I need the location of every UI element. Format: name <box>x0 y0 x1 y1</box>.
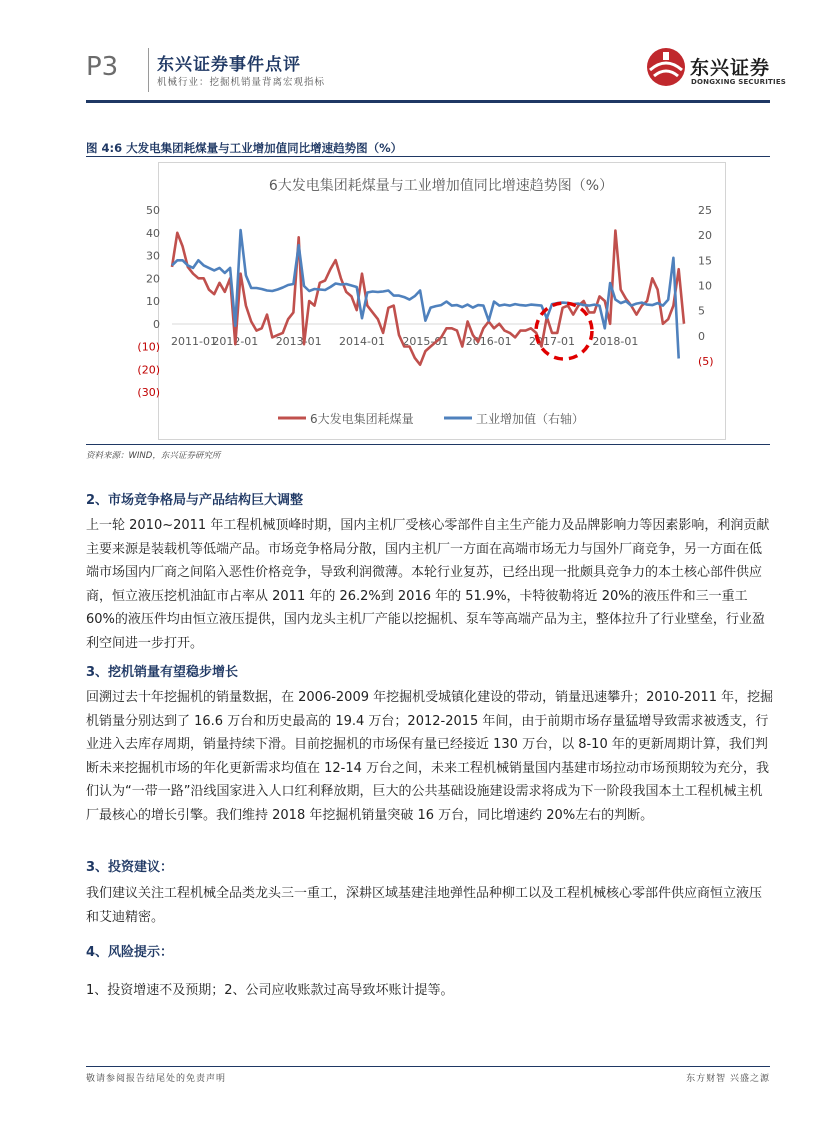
header-separator <box>148 48 149 92</box>
section-heading-3: 3、挖机销量有望稳步增长 <box>86 665 239 680</box>
section-paragraph-investment: 我们建议关注工程机械全品类龙头三一重工，深耕区域基建洼地弹性品种柳工以及工程机械核心零部件供应商恒立液压和艾迪精密。 <box>86 886 763 925</box>
section-heading-investment: 3、投资建议： <box>86 860 174 875</box>
x-tick-label: 2015-01 <box>402 335 449 348</box>
x-tick-label: 2017-01 <box>529 335 576 348</box>
report-subtitle: 机械行业：挖掘机销量背离宏观指标 <box>157 77 326 88</box>
footer-rule <box>86 1066 770 1067</box>
logo-text: 东兴证券 <box>690 57 771 79</box>
legend-label-industrial: 工业增加值（右轴） <box>476 412 585 426</box>
section-paragraph-3: 回溯过去十年挖掘机的销量数据，在 2006-2009 年挖掘机受城镇化建设的带动，销量迅速攀升；2010-2011 年，挖掘机销量分别达到了 16.6 万台和历史最高的 19.4 万台；2012-2015 年间，由于前期市场存量猛增导致需求被透支，行业进入去库存周期，销量持续下滑。目前挖掘机的市场保有量已经接近 130 万台，以 8-10 年的更新周期计算，我们判断未来挖掘机市场的年化更新需求均值在 12-14 万台之间，未来工程机械销量国内基建市场拉动市场预期较为充分，我们认为“一带一路”沿线国家进入人口红利释放期，巨大的公共基础设施建设需求将成为下一阶段我国本土工程机械主机厂最核心的增长引擎。我们维持 2018 年挖掘机销量突破 16 万台，同比增速约 20%左右的判断。 <box>86 690 774 823</box>
section-heading-risk: 4、风险提示： <box>86 945 174 960</box>
y-right-tick-label: 15 <box>698 254 712 268</box>
figure-title: 图 4:6 大发电集团耗煤量与工业增加值同比增速趋势图（%） <box>86 141 403 155</box>
y-right-tick-label: (5) <box>698 355 714 368</box>
x-tick-label: 2013-01 <box>275 335 322 348</box>
x-tick-label: 2016-01 <box>465 335 512 348</box>
figure-top-rule <box>86 156 770 157</box>
y-right-tick-label: 20 <box>698 229 712 243</box>
report-title: 东兴证券事件点评 <box>157 55 301 75</box>
chart-title: 6大发电集团耗煤量与工业增加值同比增速趋势图（%） <box>268 178 614 194</box>
y-left-tick-label: 50 <box>146 204 160 217</box>
y-right-tick-label: 0 <box>698 329 705 343</box>
y-right-tick-label: 5 <box>698 304 705 318</box>
y-right-tick-label: 10 <box>698 279 712 293</box>
line-chart <box>137 162 724 440</box>
figure-source: 资料来源：WIND，东兴证券研究所 <box>86 451 221 461</box>
section-paragraph-risk: 1、投资增速不及预期；2、公司应收账款过高导致坏账计提等。 <box>86 983 454 998</box>
section-heading-2: 2、市场竞争格局与产品结构巨大调整 <box>86 493 304 508</box>
y-left-tick-label: 40 <box>146 226 160 240</box>
x-tick-label: 2014-01 <box>339 335 386 348</box>
x-tick-label: 2018-01 <box>592 335 639 348</box>
page-header <box>0 0 827 104</box>
y-left-tick-label: 10 <box>146 295 160 308</box>
y-left-tick-label: (30) <box>137 386 160 399</box>
x-tick-label: 2011-01 <box>171 335 217 348</box>
y-left-tick-label: 0 <box>153 317 160 331</box>
figure-bottom-rule <box>86 444 770 445</box>
legend-label-coal: 6大发电集团耗煤量 <box>310 412 414 426</box>
section-paragraph-2: 上一轮 2010~2011 年工程机械顶峰时期，国内主机厂受核心零部件自主生产能力及品牌影响力等因素影响，利润贡献主要来源是装载机等低端产品。市场竞争格局分散，国内主机厂一方面在高端市场无力与国外厂商竞争，另一方面在低端市场国内厂商之间陷入恶性价格竞争，导致利润微薄。本轮行业复苏，已经出现一批颇具竞争力的本土核心部件供应商，恒立液压挖机油缸市占率从 2011 年的 26.2%到 2016 年的 51.9%，卡特彼勒将近 20%的液压件和三一重工 60%的液压件均由恒立液压提供，国内龙头主机厂产能以挖掘机、泵车等高端产品为主，整体拉升了行业壁垒，行业盈利空间进一步打开。 <box>86 518 770 651</box>
footer-slogan: 东方财智 兴盛之源 <box>686 1074 770 1084</box>
footer-disclaimer: 敬请参阅报告结尾处的免责声明 <box>86 1074 227 1084</box>
y-left-tick-label: 20 <box>146 272 160 286</box>
logo-english: DONGXING SECURITIES <box>691 78 787 86</box>
y-left-tick-label: (10) <box>137 340 160 354</box>
y-left-tick-label: 30 <box>146 249 160 263</box>
x-tick-label: 2012-01 <box>212 335 259 348</box>
y-right-tick-label: 25 <box>698 204 712 217</box>
page-number: P3 <box>86 52 119 82</box>
y-left-tick-label: (20) <box>137 363 160 377</box>
chart-legend <box>278 411 584 426</box>
header-rule <box>86 100 770 103</box>
